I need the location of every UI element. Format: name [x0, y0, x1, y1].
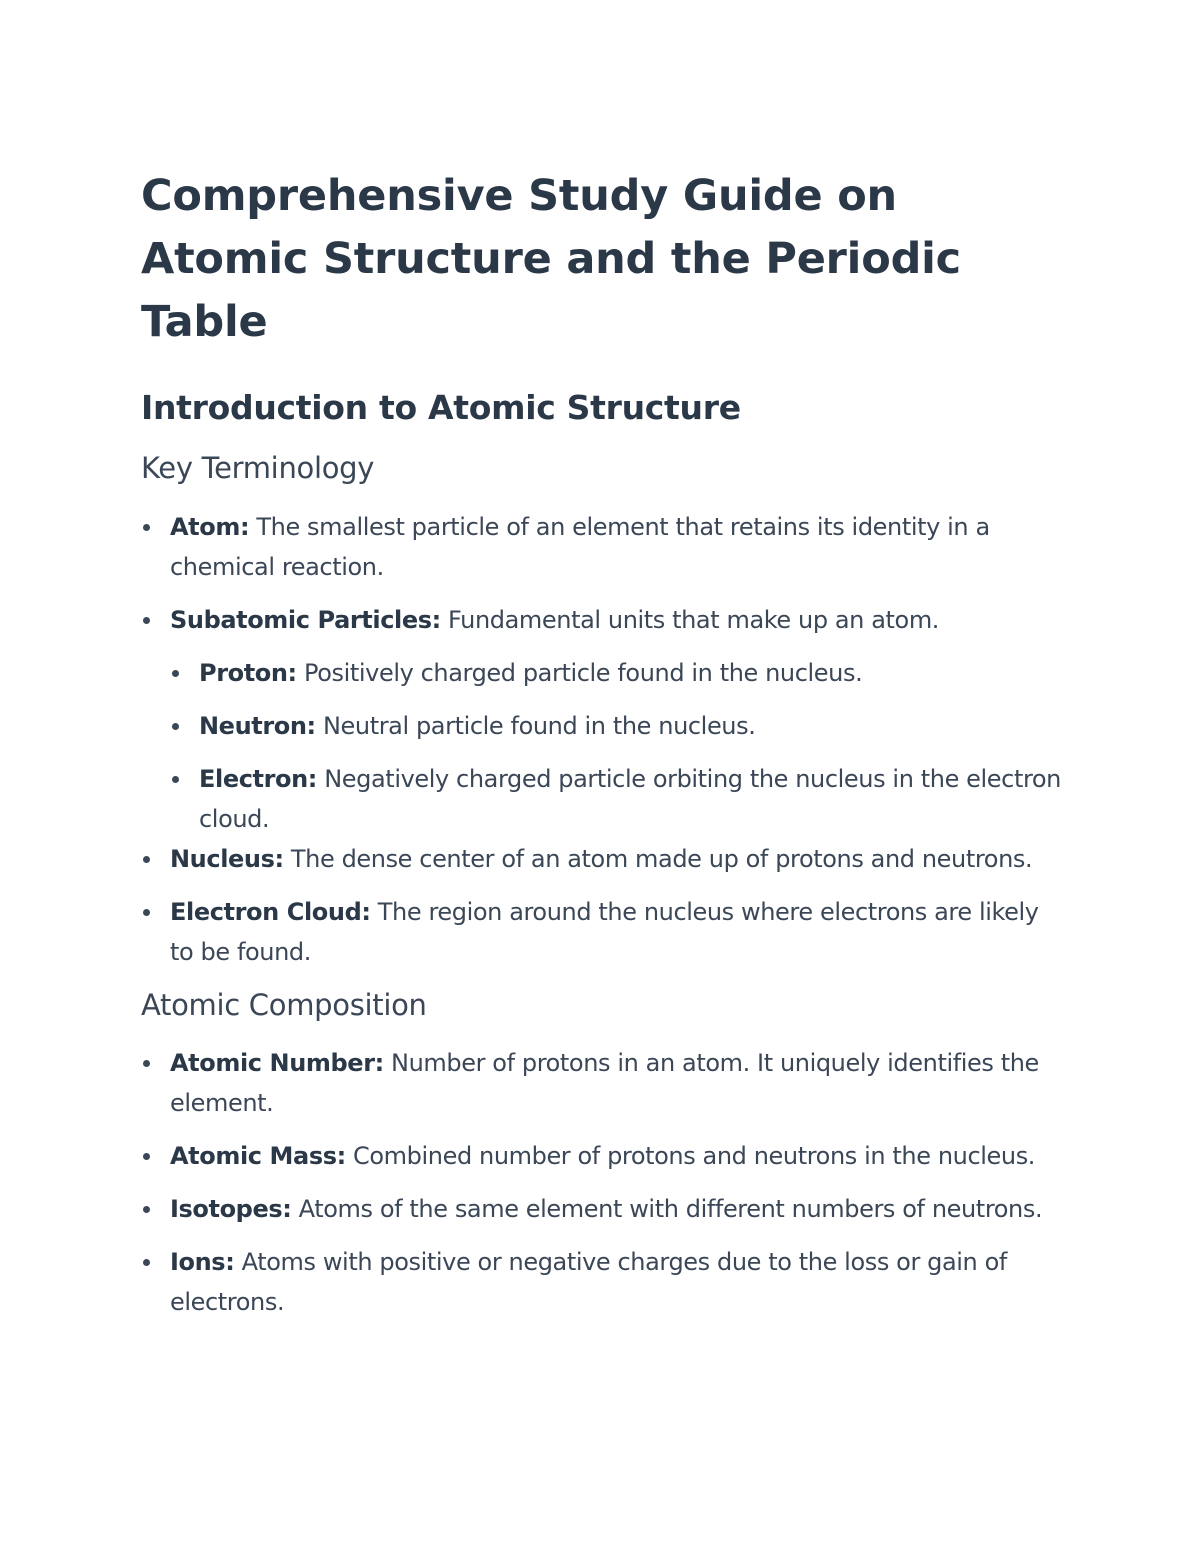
definition: The dense center of an atom made up of protons and neutrons. — [283, 845, 1033, 873]
document-title: Comprehensive Study Guide on Atomic Structure and the Periodic Table — [141, 171, 961, 347]
bullet-icon — [143, 1259, 150, 1266]
definition: Positively charged particle found in the nucleus. — [296, 659, 863, 687]
term: Ions: — [170, 1248, 235, 1276]
term: Nucleus: — [170, 845, 284, 873]
list-item-atomic-mass — [141, 1136, 1061, 1176]
bullet-icon — [172, 776, 179, 783]
bullet-icon — [172, 670, 179, 677]
list-item-atom — [141, 507, 1061, 587]
key-terminology-list — [141, 507, 1061, 972]
definition: Combined number of protons and neutrons in the nucleus. — [345, 1142, 1036, 1170]
definition: Neutral particle found in the nucleus. — [315, 712, 756, 740]
term: Atomic Number: — [170, 1049, 384, 1077]
bullet-icon — [143, 1153, 150, 1160]
term: Isotopes: — [170, 1195, 292, 1223]
list-item-nucleus — [141, 839, 1061, 879]
bullet-icon — [143, 617, 150, 624]
bullet-icon — [172, 723, 179, 730]
definition: The region around the nucleus where electrons are likely to be found. — [170, 898, 1039, 966]
definition: Number of protons in an atom. It uniquely identifies the element. — [170, 1049, 1039, 1117]
section-heading-intro: Introduction to Atomic Structure — [141, 388, 741, 427]
definition: Fundamental units that make up an atom. — [440, 606, 940, 634]
list-item-proton — [170, 653, 1061, 693]
list-item-electron-cloud — [141, 892, 1061, 972]
term: Electron Cloud: — [170, 898, 371, 926]
list-item-neutron — [170, 706, 1061, 746]
atomic-composition-list — [141, 1043, 1061, 1322]
term: Electron: — [199, 765, 318, 793]
term: Proton: — [199, 659, 297, 687]
subsection-heading-key-terminology: Key Terminology — [141, 451, 375, 485]
subsection-heading-atomic-composition: Atomic Composition — [141, 988, 427, 1022]
definition: Atoms of the same element with different numbers of neutrons. — [291, 1195, 1043, 1223]
document-page — [141, 165, 1061, 1335]
term: Atom: — [170, 513, 250, 541]
list-item-atomic-number — [141, 1043, 1061, 1123]
definition: Atoms with positive or negative charges due to the loss or gain of electrons. — [170, 1248, 1007, 1316]
term: Neutron: — [199, 712, 316, 740]
bullet-icon — [143, 909, 150, 916]
bullet-icon — [143, 1060, 150, 1067]
term: Subatomic Particles: — [170, 606, 441, 634]
definition: The smallest particle of an element that retains its identity in a chemical reaction. — [170, 513, 990, 581]
term: Atomic Mass: — [170, 1142, 346, 1170]
bullet-icon — [143, 524, 150, 531]
list-item-subatomic-particles — [141, 600, 1061, 839]
list-item-isotopes — [141, 1189, 1061, 1229]
bullet-icon — [143, 1206, 150, 1213]
subatomic-particles-sublist — [170, 653, 1061, 839]
list-item-ions — [141, 1242, 1061, 1322]
definition: Negatively charged particle orbiting the nucleus in the electron cloud. — [199, 765, 1061, 833]
list-item-electron — [170, 759, 1061, 839]
bullet-icon — [143, 856, 150, 863]
